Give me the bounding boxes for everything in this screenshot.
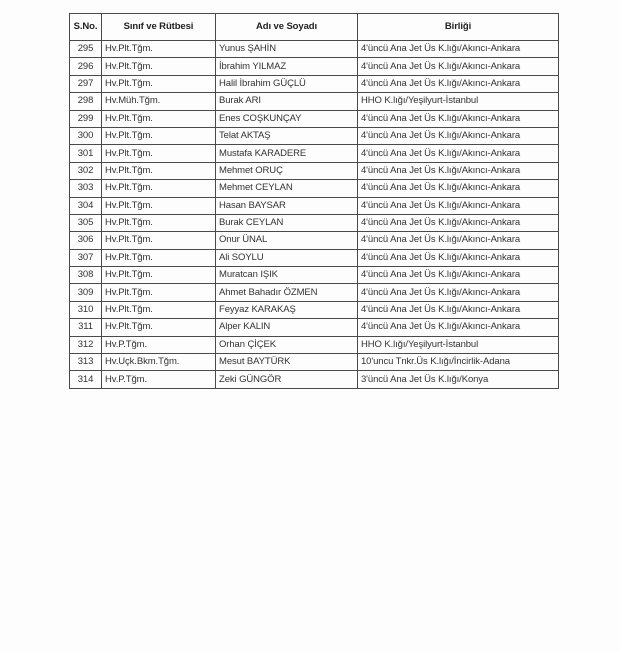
cell-name: Hasan BAYSAR xyxy=(216,197,358,214)
cell-name: Yunus ŞAHİN xyxy=(216,41,358,58)
cell-name: Mehmet CEYLAN xyxy=(216,180,358,197)
cell-rank: Hv.Plt.Tğm. xyxy=(102,249,216,266)
cell-sno: 306 xyxy=(70,232,102,249)
cell-sno: 298 xyxy=(70,93,102,110)
cell-name: Mehmet ORUÇ xyxy=(216,162,358,179)
cell-unit: 10'uncu Tnkr.Üs K.lığı/İncirlik-Adana xyxy=(358,354,559,371)
cell-unit: HHO K.lığı/Yeşilyurt-İstanbul xyxy=(358,93,559,110)
cell-unit: 4'üncü Ana Jet Üs K.lığı/Akıncı-Ankara xyxy=(358,162,559,179)
cell-rank: Hv.Plt.Tğm. xyxy=(102,127,216,144)
cell-rank: Hv.Plt.Tğm. xyxy=(102,301,216,318)
cell-rank: Hv.Plt.Tğm. xyxy=(102,232,216,249)
cell-name: İbrahim YILMAZ xyxy=(216,58,358,75)
table-row xyxy=(70,58,559,75)
cell-sno: 295 xyxy=(70,41,102,58)
cell-unit: 4'üncü Ana Jet Üs K.lığı/Akıncı-Ankara xyxy=(358,127,559,144)
cell-rank: Hv.Plt.Tğm. xyxy=(102,180,216,197)
cell-sno: 301 xyxy=(70,145,102,162)
cell-rank: Hv.Plt.Tğm. xyxy=(102,58,216,75)
personnel-table xyxy=(69,13,559,389)
cell-name: Burak CEYLAN xyxy=(216,214,358,231)
cell-unit: 4'üncü Ana Jet Üs K.lığı/Akıncı-Ankara xyxy=(358,58,559,75)
cell-sno: 311 xyxy=(70,319,102,336)
cell-name: Zeki GÜNGÖR xyxy=(216,371,358,388)
cell-name: Onur ÜNAL xyxy=(216,232,358,249)
cell-sno: 300 xyxy=(70,127,102,144)
cell-rank: Hv.Plt.Tğm. xyxy=(102,197,216,214)
cell-sno: 309 xyxy=(70,284,102,301)
table-row xyxy=(70,249,559,266)
cell-unit: 4'üncü Ana Jet Üs K.lığı/Akıncı-Ankara xyxy=(358,41,559,58)
cell-sno: 302 xyxy=(70,162,102,179)
table-row xyxy=(70,162,559,179)
cell-sno: 314 xyxy=(70,371,102,388)
cell-name: Muratcan IŞIK xyxy=(216,267,358,284)
cell-unit: 4'üncü Ana Jet Üs K.lığı/Akıncı-Ankara xyxy=(358,197,559,214)
cell-rank: Hv.Uçk.Bkm.Tğm. xyxy=(102,354,216,371)
cell-unit: 3'üncü Ana Jet Üs K.lığı/Konya xyxy=(358,371,559,388)
table-row xyxy=(70,319,559,336)
table-row xyxy=(70,180,559,197)
table-row xyxy=(70,232,559,249)
cell-name: Alper KALIN xyxy=(216,319,358,336)
cell-rank: Hv.Plt.Tğm. xyxy=(102,41,216,58)
cell-unit: 4'üncü Ana Jet Üs K.lığı/Akıncı-Ankara xyxy=(358,284,559,301)
cell-unit: HHO K.lığı/Yeşilyurt-İstanbul xyxy=(358,336,559,353)
cell-sno: 312 xyxy=(70,336,102,353)
table-row xyxy=(70,41,559,58)
cell-unit: 4'üncü Ana Jet Üs K.lığı/Akıncı-Ankara xyxy=(358,267,559,284)
cell-rank: Hv.Plt.Tğm. xyxy=(102,162,216,179)
table-row xyxy=(70,336,559,353)
cell-sno: 310 xyxy=(70,301,102,318)
table-row xyxy=(70,214,559,231)
cell-sno: 297 xyxy=(70,75,102,92)
cell-rank: Hv.Plt.Tğm. xyxy=(102,284,216,301)
table-row xyxy=(70,110,559,127)
table-row xyxy=(70,93,559,110)
table-row xyxy=(70,127,559,144)
cell-name: Telat AKTAŞ xyxy=(216,127,358,144)
cell-name: Ali SOYLU xyxy=(216,249,358,266)
cell-name: Mustafa KARADERE xyxy=(216,145,358,162)
table-row xyxy=(70,267,559,284)
cell-unit: 4'üncü Ana Jet Üs K.lığı/Akıncı-Ankara xyxy=(358,75,559,92)
table-body xyxy=(70,41,559,389)
table-row xyxy=(70,301,559,318)
cell-name: Feyyaz KARAKAŞ xyxy=(216,301,358,318)
cell-rank: Hv.Plt.Tğm. xyxy=(102,319,216,336)
cell-unit: 4'üncü Ana Jet Üs K.lığı/Akıncı-Ankara xyxy=(358,110,559,127)
cell-unit: 4'üncü Ana Jet Üs K.lığı/Akıncı-Ankara xyxy=(358,145,559,162)
cell-rank: Hv.Plt.Tğm. xyxy=(102,110,216,127)
cell-name: Burak ARI xyxy=(216,93,358,110)
header-name: Adı ve Soyadı xyxy=(216,14,358,41)
cell-name: Ahmet Bahadır ÖZMEN xyxy=(216,284,358,301)
cell-sno: 308 xyxy=(70,267,102,284)
header-rank: Sınıf ve Rütbesi xyxy=(102,14,216,41)
cell-rank: Hv.P.Tğm. xyxy=(102,371,216,388)
cell-rank: Hv.Plt.Tğm. xyxy=(102,267,216,284)
table-row xyxy=(70,371,559,388)
cell-sno: 296 xyxy=(70,58,102,75)
cell-unit: 4'üncü Ana Jet Üs K.lığı/Akıncı-Ankara xyxy=(358,214,559,231)
table-row xyxy=(70,145,559,162)
cell-rank: Hv.Müh.Tğm. xyxy=(102,93,216,110)
cell-unit: 4'üncü Ana Jet Üs K.lığı/Akıncı-Ankara xyxy=(358,180,559,197)
cell-unit: 4'üncü Ana Jet Üs K.lığı/Akıncı-Ankara xyxy=(358,301,559,318)
cell-unit: 4'üncü Ana Jet Üs K.lığı/Akıncı-Ankara xyxy=(358,249,559,266)
header-unit: Birliği xyxy=(358,14,559,41)
cell-sno: 303 xyxy=(70,180,102,197)
cell-sno: 305 xyxy=(70,214,102,231)
cell-sno: 304 xyxy=(70,197,102,214)
table-row xyxy=(70,75,559,92)
cell-sno: 313 xyxy=(70,354,102,371)
cell-rank: Hv.Plt.Tğm. xyxy=(102,214,216,231)
cell-unit: 4'üncü Ana Jet Üs K.lığı/Akıncı-Ankara xyxy=(358,319,559,336)
table-row xyxy=(70,197,559,214)
cell-name: Enes COŞKUNÇAY xyxy=(216,110,358,127)
table-row xyxy=(70,354,559,371)
cell-name: Mesut BAYTÜRK xyxy=(216,354,358,371)
cell-name: Halil İbrahim GÜÇLÜ xyxy=(216,75,358,92)
table-row xyxy=(70,284,559,301)
header-row xyxy=(70,14,559,41)
cell-sno: 299 xyxy=(70,110,102,127)
header-sno: S.No. xyxy=(70,14,102,41)
cell-rank: Hv.Plt.Tğm. xyxy=(102,145,216,162)
cell-rank: Hv.P.Tğm. xyxy=(102,336,216,353)
cell-unit: 4'üncü Ana Jet Üs K.lığı/Akıncı-Ankara xyxy=(358,232,559,249)
cell-sno: 307 xyxy=(70,249,102,266)
cell-name: Orhan ÇİÇEK xyxy=(216,336,358,353)
table-header xyxy=(70,14,559,41)
cell-rank: Hv.Plt.Tğm. xyxy=(102,75,216,92)
